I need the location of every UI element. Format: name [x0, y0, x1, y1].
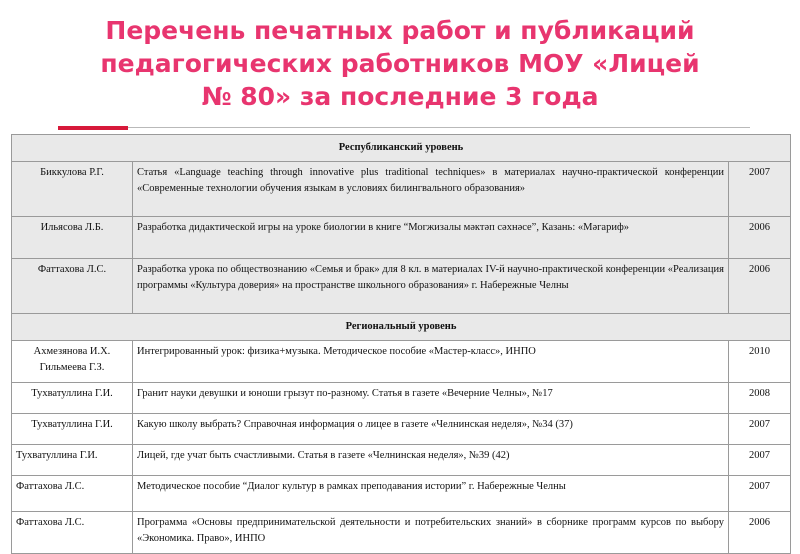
publication-cell: Лицей, где учат быть счастливыми. Статья в газете «Челнинская неделя», №39 (42) — [133, 445, 729, 476]
table-row — [12, 445, 791, 476]
year-cell: 2007 — [729, 162, 791, 217]
author-name: Ахмезянова И.Х. — [33, 346, 111, 357]
publication-cell: Интегрированный урок: физика+музыка. Методическое пособие «Мастер-класс», ИНПО — [133, 341, 729, 383]
page-title — [40, 14, 760, 113]
year-cell: 2007 — [729, 476, 791, 512]
author-cell: Фаттахова Л.С. — [12, 476, 133, 512]
table-row — [12, 162, 791, 217]
table-row — [12, 217, 791, 259]
publication-cell: Статья «Language teaching through innovative plus traditional techniques» в материалах научно-практической конференции «Современные технологии обучения языкам в условиях билингвального образования» — [133, 162, 729, 217]
table-row — [12, 512, 791, 554]
publication-cell: Гранит науки девушки и юноши грызут по-разному. Статья в газете «Вечерние Челны», №17 — [133, 383, 729, 414]
author-cell: Тухватуллина Г.И. — [12, 414, 133, 445]
publication-cell: Разработка дидактической игры на уроке биологии в книге “Могжизалы мәктәп сәхнәсе”, Казань: «Мәгариф» — [133, 217, 729, 259]
year-cell: 2007 — [729, 445, 791, 476]
publication-cell: Какую школу выбрать? Справочная информация о лицее в газете «Челнинская неделя», №34 (37) — [133, 414, 729, 445]
author-cell: Тухватуллина Г.И. — [12, 383, 133, 414]
author-cell: Тухватуллина Г.И. — [12, 445, 133, 476]
author-cell: Фаттахова Л.С. — [12, 512, 133, 554]
author-name: Гильмеева Г.З. — [39, 362, 105, 373]
author-cell: Ильясова Л.Б. — [12, 217, 133, 259]
title-line-3: № 80» за последние 3 года — [201, 82, 599, 111]
table-row — [12, 414, 791, 445]
publications-table — [11, 134, 791, 554]
author-cell: Фаттахова Л.С. — [12, 259, 133, 314]
section-heading: Региональный уровень — [12, 314, 791, 341]
year-cell: 2006 — [729, 217, 791, 259]
title-line-2: педагогических работников МОУ «Лицей — [100, 49, 700, 78]
author-cell: Биккулова Р.Г. — [12, 162, 133, 217]
table-row — [12, 259, 791, 314]
table-row — [12, 383, 791, 414]
publication-cell: Методическое пособие “Диалог культур в рамках преподавания истории” г. Набережные Челны — [133, 476, 729, 512]
table-row — [12, 341, 791, 383]
publication-cell: Разработка урока по обществознанию «Семья и брак» для 8 кл. в материалах IV-й научно-практической конференции «Реализация программы «Культура доверия» на пространстве школьного образования» г. Набережные Челны — [133, 259, 729, 314]
section-header-row — [12, 314, 791, 341]
year-cell: 2010 — [729, 341, 791, 383]
table-row — [12, 476, 791, 512]
accent-rule — [58, 126, 128, 130]
section-heading: Республиканский уровень — [12, 135, 791, 162]
year-cell: 2008 — [729, 383, 791, 414]
section-header-row — [12, 135, 791, 162]
year-cell: 2007 — [729, 414, 791, 445]
author-cell — [12, 341, 133, 383]
year-cell: 2006 — [729, 259, 791, 314]
divider-rule — [128, 127, 750, 128]
year-cell: 2006 — [729, 512, 791, 554]
title-line-1: Перечень печатных работ и публикаций — [105, 16, 695, 45]
publication-cell: Программа «Основы предпринимательской деятельности и потребительских знаний» в сборнике программ курсов по выбору «Экономика. Право», ИНПО — [133, 512, 729, 554]
